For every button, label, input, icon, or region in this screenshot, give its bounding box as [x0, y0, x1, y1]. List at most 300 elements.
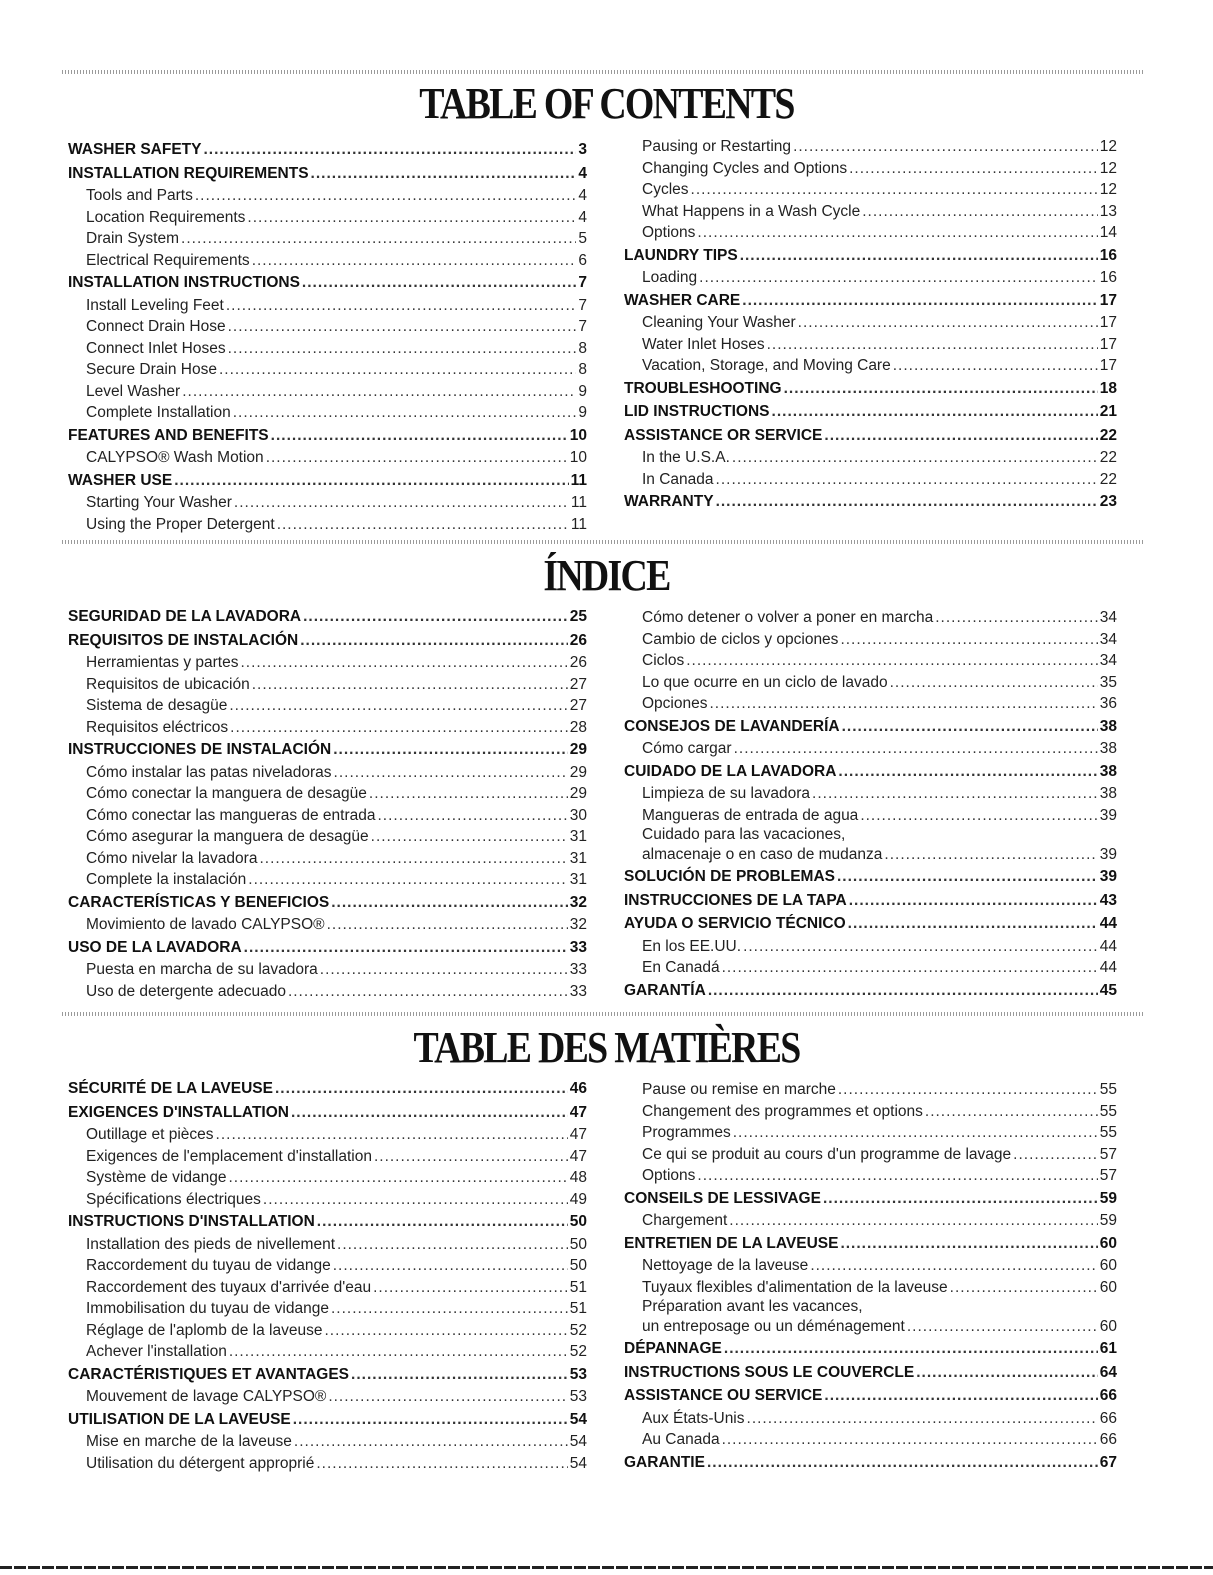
toc-page-number: 14 [1099, 224, 1117, 241]
dot-leader [742, 289, 1097, 313]
toc-page-number: 18 [1099, 379, 1117, 397]
toc-subentry [624, 267, 1117, 289]
toc-subentry [624, 469, 1117, 491]
toc-page-number: 22 [1099, 449, 1117, 466]
toc-page-number: 59 [1099, 1189, 1117, 1207]
dot-leader [271, 424, 568, 448]
dot-leader [248, 869, 567, 891]
toc-entry-label: INSTRUCTIONS SOUS LE COUVERCLE [624, 1363, 915, 1381]
dot-leader [860, 805, 1097, 827]
toc-entry-label: ASSISTANCE OU SERVICE [624, 1387, 823, 1404]
toc-entry-label: Spécifications électriques [86, 1190, 261, 1208]
toc-subentry [68, 514, 587, 536]
dot-leader [925, 1101, 1098, 1123]
toc-heading-entry [624, 289, 1117, 313]
toc-entry-label: Pausing or Restarting [642, 138, 792, 155]
toc-entry-label: Cuidado para las vacaciones, [642, 826, 846, 843]
dot-leader [174, 469, 568, 493]
toc-subentry [68, 492, 587, 514]
toc-subentry [624, 783, 1117, 805]
dot-leader [709, 693, 1097, 715]
toc-entry-label: Puesta en marcha de su lavadora [86, 961, 318, 978]
dot-leader [772, 400, 1098, 424]
toc-entry-label: Secure Drain Hose [86, 361, 217, 378]
dot-leader [691, 179, 1098, 201]
section-title-french: TABLE DES MATIÈRES [413, 1023, 800, 1072]
toc-page-number: 57 [1099, 1145, 1117, 1163]
dot-leader [840, 1232, 1097, 1256]
toc-subentry [68, 717, 587, 739]
toc-french-left [68, 1077, 587, 1474]
toc-heading-entry [68, 1077, 587, 1101]
dot-leader [233, 402, 577, 424]
toc-page-number: 45 [1099, 981, 1117, 999]
toc-entry-label: Connect Drain Hose [86, 318, 226, 335]
toc-entry-label: Cómo detener o volver a poner en marcha [642, 609, 934, 626]
toc-heading-entry [68, 1210, 587, 1234]
toc-heading-entry [624, 1337, 1117, 1361]
toc-heading-entry [68, 891, 587, 915]
toc-entry-label: CARACTERÍSTICAS Y BENEFICIOS [68, 893, 330, 911]
toc-entry-label: Cambio de ciclos y opciones [642, 630, 839, 648]
toc-page-number: 17 [1099, 314, 1117, 331]
toc-entry-label: Cycles [642, 181, 689, 198]
toc-entry-label: WASHER CARE [624, 291, 741, 309]
toc-entry-label: Movimiento de lavado CALYPSO® [86, 916, 325, 933]
toc-subentry [68, 359, 587, 381]
toc-entry-label: Options [642, 224, 696, 241]
toc-page-number: 46 [569, 1080, 587, 1097]
dot-leader [716, 490, 1098, 514]
toc-subentry [624, 1429, 1117, 1451]
toc-entry-label: Préparation avant les vacances, [642, 1298, 863, 1315]
toc-subentry [68, 1453, 587, 1475]
dot-leader [369, 783, 568, 805]
toc-entry-label: WASHER SAFETY [68, 141, 202, 158]
toc-subentry [68, 250, 587, 272]
toc-subentry [68, 1431, 587, 1453]
toc-entry-label: INSTRUCCIONES DE LA TAPA [624, 891, 847, 909]
toc-page-number: 26 [569, 654, 587, 671]
dot-leader [697, 1165, 1097, 1187]
dot-leader [824, 424, 1097, 448]
dot-leader [333, 1255, 568, 1277]
dot-leader [890, 672, 1098, 694]
toc-page-number: 35 [1099, 673, 1117, 691]
dot-leader [838, 760, 1097, 784]
toc-entry-label: Changement des programmes et options [642, 1102, 923, 1120]
toc-french-right [624, 1079, 1117, 1474]
toc-page-number: 16 [1099, 246, 1117, 264]
toc-entry-label: Mouvement de lavage CALYPSO® [86, 1388, 327, 1405]
dot-leader [229, 1341, 568, 1363]
toc-page-number: 50 [569, 1235, 587, 1253]
dot-leader [708, 979, 1098, 1003]
dot-leader [716, 469, 1098, 491]
toc-subentry [624, 179, 1117, 201]
dot-leader [252, 674, 568, 696]
toc-subentry [68, 1298, 587, 1320]
dot-leader [266, 447, 568, 469]
dot-leader [337, 1234, 568, 1256]
toc-page-number: 29 [569, 785, 587, 802]
toc-entry-label: INSTALLATION REQUIREMENTS [68, 164, 309, 182]
toc-subentry [68, 959, 587, 981]
dot-leader [294, 1431, 568, 1453]
toc-subentry [68, 783, 587, 805]
toc-entry-label: EXIGENCES D'INSTALLATION [68, 1103, 289, 1121]
toc-page-number: 38 [1099, 740, 1117, 757]
dot-leader [374, 1146, 568, 1168]
dot-leader [734, 738, 1098, 760]
toc-page-number: 17 [1099, 357, 1117, 374]
toc-entry-label: CONSEILS DE LESSIVAGE [624, 1189, 821, 1207]
dot-leader [848, 912, 1098, 936]
toc-subentry [624, 1079, 1117, 1101]
dot-leader [1013, 1144, 1098, 1166]
toc-entry-label: Using the Proper Detergent [86, 515, 275, 533]
toc-page-number: 9 [578, 382, 587, 400]
toc-page-number: 22 [1099, 426, 1117, 444]
toc-entry-label: Water Inlet Hoses [642, 335, 765, 353]
toc-page-number: 25 [569, 608, 587, 625]
toc-heading-entry [68, 936, 587, 960]
toc-page-number: 4 [578, 208, 587, 226]
dot-leader [838, 1079, 1098, 1101]
toc-entry-label: WARRANTY [624, 493, 714, 510]
toc-page-number: 7 [578, 296, 587, 314]
toc-page-number: 60 [1099, 1318, 1117, 1335]
dot-leader [747, 1408, 1098, 1430]
toc-subentry [624, 1122, 1117, 1144]
toc-entry-label: Limpieza de su lavadora [642, 785, 811, 802]
toc-page-number: 44 [1099, 959, 1117, 976]
toc-subentry [624, 672, 1117, 694]
dot-leader [228, 1167, 567, 1189]
toc-subentry [68, 1146, 587, 1168]
toc-page-number: 39 [1099, 868, 1117, 885]
toc-entry-label: Connect Inlet Hoses [86, 339, 226, 357]
toc-subentry [68, 826, 587, 848]
toc-subentry [624, 629, 1117, 651]
dot-leader [950, 1277, 1098, 1299]
toc-entry-label: INSTRUCCIONES DE INSTALACIÓN [68, 741, 332, 758]
toc-subentry [68, 695, 587, 717]
toc-entry-label: Cómo nivelar la lavadora [86, 849, 258, 867]
toc-entry-label: LID INSTRUCTIONS [624, 403, 770, 420]
toc-page-number: 33 [569, 938, 587, 956]
toc-page-number: 39 [1099, 846, 1117, 863]
toc-page-number: 33 [569, 982, 587, 1000]
toc-subentry [624, 936, 1117, 958]
toc-page-number: 4 [578, 164, 587, 182]
toc-page-number: 27 [569, 697, 587, 714]
toc-subentry [624, 607, 1117, 629]
toc-entry-label: DÉPANNAGE [624, 1340, 722, 1357]
toc-heading-entry [68, 469, 587, 493]
dot-leader [916, 1361, 1098, 1385]
dot-leader [767, 334, 1098, 356]
toc-page-number: 50 [569, 1257, 587, 1274]
toc-page-number: 50 [569, 1213, 587, 1230]
dot-leader [230, 717, 568, 739]
toc-subentry [68, 316, 587, 338]
toc-entry-label: Cómo asegurar la manguera de desagüe [86, 828, 369, 845]
toc-page-number: 28 [569, 718, 587, 736]
toc-subentry [624, 334, 1117, 356]
toc-page-number: 66 [1099, 1431, 1117, 1448]
toc-heading-entry [68, 1101, 587, 1125]
toc-subentry [624, 1101, 1117, 1123]
toc-heading-entry [624, 760, 1117, 784]
toc-heading-entry [624, 244, 1117, 268]
toc-page-number: 26 [569, 631, 587, 649]
toc-entry-label: CARACTÉRISTIQUES ET AVANTAGES [68, 1365, 350, 1383]
toc-entry-label: Tuyaux flexibles d'alimentation de la laveuse [642, 1278, 948, 1296]
dot-leader [837, 865, 1098, 889]
toc-page-number: 31 [569, 849, 587, 867]
dot-leader [320, 959, 568, 981]
toc-entry-label: Install Leveling Feet [86, 296, 224, 314]
toc-heading-entry [68, 424, 587, 448]
dot-leader [327, 914, 568, 936]
toc-page-number: 60 [1099, 1234, 1117, 1252]
toc-page-number: 52 [569, 1321, 587, 1339]
toc-entry-label: Installation des pieds de nivellement [86, 1235, 336, 1253]
toc-entry-label: What Happens in a Wash Cycle [642, 202, 861, 220]
dot-leader [317, 1210, 568, 1234]
toc-page-number: 53 [569, 1365, 587, 1383]
toc-entry-label: UTILISATION DE LA LAVEUSE [68, 1410, 291, 1428]
dot-leader [244, 936, 568, 960]
toc-page-number: 66 [1099, 1387, 1117, 1404]
toc-page-number: 55 [1099, 1102, 1117, 1120]
toc-page-number: 39 [1099, 806, 1117, 824]
toc-entry-continuation [642, 1316, 1117, 1337]
toc-heading-entry [624, 1187, 1117, 1211]
toc-page-number: 23 [1099, 493, 1117, 510]
toc-page-number: 31 [569, 828, 587, 845]
dot-leader [740, 244, 1098, 268]
toc-heading-entry [624, 377, 1117, 401]
toc-subentry [624, 738, 1117, 760]
toc-heading-entry [624, 889, 1117, 913]
dot-leader [219, 359, 576, 381]
dot-leader [724, 1337, 1098, 1361]
toc-entry-label: Sistema de desagüe [86, 697, 228, 714]
toc-entry-label: Aux États-Unis [642, 1409, 745, 1427]
toc-page-number: 34 [1099, 652, 1117, 669]
toc-entry-label: Cleaning Your Washer [642, 314, 796, 331]
dot-leader [228, 338, 577, 360]
toc-page-number: 55 [1099, 1081, 1117, 1098]
dot-leader [743, 936, 1098, 958]
dot-leader [697, 222, 1097, 244]
toc-page-number: 51 [569, 1278, 587, 1296]
toc-entry-label: Changing Cycles and Options [642, 159, 848, 177]
toc-subentry [624, 1144, 1117, 1166]
toc-entry-label: ASSISTANCE OR SERVICE [624, 426, 823, 444]
dot-leader [373, 1277, 568, 1299]
dot-leader [291, 1101, 568, 1125]
toc-page-number: 67 [1099, 1453, 1117, 1471]
toc-page-number: 27 [569, 675, 587, 693]
toc-subentry [68, 381, 587, 403]
toc-page-number: 21 [1099, 403, 1117, 420]
toc-subentry [68, 295, 587, 317]
dot-leader [263, 1189, 568, 1211]
toc-heading-entry [624, 490, 1117, 514]
toc-page-number: 44 [1099, 937, 1117, 955]
toc-entry-label: Lo que ocurre en un ciclo de lavado [642, 673, 888, 691]
dot-leader [331, 1298, 568, 1320]
dot-leader [240, 652, 567, 674]
toc-subentry [68, 1189, 587, 1211]
toc-page-number: 7 [578, 274, 587, 291]
toc-entry-label: Utilisation du détergent approprié [86, 1454, 315, 1472]
dot-leader [810, 1255, 1097, 1277]
toc-entry-label: GARANTIE [624, 1453, 705, 1471]
dot-leader [328, 1386, 567, 1408]
toc-entry-label: SÉCURITÉ DE LA LAVEUSE [68, 1080, 273, 1097]
toc-entry-label: In the U.S.A. [642, 449, 730, 466]
toc-page-number: 32 [569, 893, 587, 911]
toc-english-right [624, 136, 1117, 514]
toc-entry-label: Raccordement des tuyaux d'arrivée d'eau [86, 1278, 372, 1296]
dot-leader [226, 295, 577, 317]
toc-page-number: 11 [570, 494, 587, 511]
toc-entry-label: AYUDA O SERVICIO TÉCNICO [624, 915, 846, 932]
toc-subentry [624, 1165, 1117, 1187]
dot-leader [300, 629, 568, 653]
dot-leader [302, 271, 576, 295]
toc-entry-label: Ce qui se produit au cours d'un programme de lavage [642, 1145, 1012, 1163]
toc-page-number: 55 [1099, 1124, 1117, 1141]
dot-leader [252, 250, 577, 272]
toc-page-number: 11 [570, 471, 587, 489]
toc-entry-label: Herramientas y partes [86, 654, 239, 671]
toc-entry-label: Cómo instalar las patas niveladoras [86, 763, 332, 781]
toc-entry-label: Complete la instalación [86, 871, 247, 888]
toc-entry-label: In Canada [642, 470, 714, 488]
toc-entry-label-continued: un entreposage ou un déménagement [642, 1318, 905, 1335]
toc-page-number: 3 [578, 141, 587, 158]
toc-entry-label: Mise en marche de la laveuse [86, 1433, 292, 1450]
toc-page-number: 61 [1099, 1340, 1117, 1357]
dot-leader [324, 1320, 567, 1342]
dot-leader [203, 138, 576, 162]
dot-leader [228, 316, 577, 338]
toc-page-number: 60 [1099, 1278, 1117, 1296]
toc-entry-label: Achever l'installation [86, 1343, 227, 1360]
toc-subentry [68, 869, 587, 891]
dot-leader [259, 848, 567, 870]
toc-subentry [624, 650, 1117, 672]
toc-heading-entry [624, 1232, 1117, 1256]
toc-subentry [68, 848, 587, 870]
toc-entry-label: Requisitos de ubicación [86, 675, 250, 693]
toc-subentry [624, 136, 1117, 158]
dot-leader [229, 695, 567, 717]
toc-heading-entry [68, 605, 587, 629]
toc-subentry [624, 312, 1117, 334]
dot-leader [935, 607, 1098, 629]
toc-subentry [68, 805, 587, 827]
toc-page-number: 17 [1099, 291, 1117, 309]
toc-page-number: 29 [569, 763, 587, 781]
toc-entry-label: Requisitos eléctricos [86, 718, 229, 736]
toc-entry-label: Exigences de l'emplacement d'installation [86, 1147, 372, 1165]
toc-page-number: 64 [1099, 1363, 1117, 1381]
toc-entry-label: En Canadá [642, 959, 720, 976]
toc-subentry [624, 1277, 1117, 1299]
section-title-english: TABLE OF CONTENTS [419, 79, 794, 128]
toc-entry-label: En los EE.UU. [642, 937, 742, 955]
toc-entry-label: Starting Your Washer [86, 494, 232, 511]
toc-entry-label: Location Requirements [86, 208, 246, 226]
dot-leader [893, 355, 1098, 377]
toc-entry-label: WASHER USE [68, 471, 173, 489]
toc-heading-entry [624, 1361, 1117, 1385]
toc-page-number: 53 [569, 1388, 587, 1405]
toc-heading-entry [624, 1451, 1117, 1475]
toc-page-number: 47 [569, 1103, 587, 1121]
toc-entry-label: Cómo conectar las mangueras de entrada [86, 806, 376, 824]
dot-leader [884, 844, 1097, 865]
toc-page-number: 66 [1099, 1409, 1117, 1427]
toc-heading-entry [68, 738, 587, 762]
toc-entry-label: SEGURIDAD DE LA LAVADORA [68, 608, 302, 625]
toc-page-number: 34 [1099, 609, 1117, 626]
toc-page-number: 43 [1099, 891, 1117, 909]
toc-page-number: 22 [1099, 470, 1117, 488]
dot-leader [333, 738, 568, 762]
toc-heading-entry [624, 424, 1117, 448]
dot-leader [378, 805, 568, 827]
toc-entry-label: Electrical Requirements [86, 251, 250, 269]
toc-spanish-right [624, 607, 1117, 1002]
top-divider [62, 70, 1144, 74]
toc-entry-label: Loading [642, 269, 698, 286]
toc-page-number: 59 [1099, 1212, 1117, 1229]
toc-entry-label: Mangueras de entrada de agua [642, 806, 859, 824]
dot-leader [729, 1210, 1097, 1232]
divider-english-spanish [62, 540, 1144, 544]
dot-leader [293, 1408, 568, 1432]
toc-subentry [624, 201, 1117, 223]
toc-heading-entry [68, 162, 587, 186]
dot-leader [316, 1453, 567, 1475]
toc-heading-entry [68, 271, 587, 295]
toc-subentry [68, 914, 587, 936]
toc-page-number: 9 [578, 404, 587, 421]
page-bottom-border [0, 1566, 1213, 1569]
dot-leader [824, 1384, 1097, 1408]
toc-page-number: 54 [569, 1433, 587, 1450]
toc-entry-label: Drain System [86, 230, 180, 247]
section-title-spanish: ÍNDICE [543, 551, 670, 600]
toc-entry-label: LAUNDRY TIPS [624, 246, 738, 264]
toc-subentry [68, 1320, 587, 1342]
dot-leader [840, 629, 1097, 651]
toc-subentry [624, 805, 1117, 827]
toc-page-number: 12 [1099, 138, 1117, 155]
dot-leader [247, 207, 576, 229]
dot-leader [288, 981, 568, 1003]
toc-heading-entry [68, 138, 587, 162]
toc-page-number: 11 [570, 515, 587, 533]
toc-subentry [68, 338, 587, 360]
